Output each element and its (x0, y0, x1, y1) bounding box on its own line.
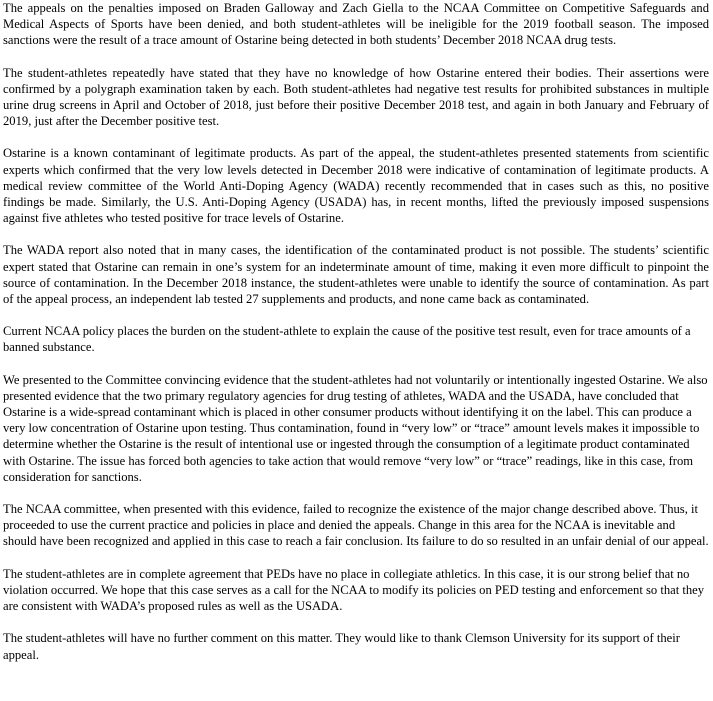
paragraph-appeal-denied: The appeals on the penalties imposed on Braden Galloway and Zach Giella to the NCAA Committee on Competitive Safeguards and Medical Aspects of Sports have been denied, and both student-athletes will be ineligible for the 2019 football season. The imposed sanctions were the result of a trace amount of Ostarine being detected in both students’ December 2018 NCAA drug tests. (3, 1, 709, 48)
paragraph-no-knowledge: The student-athletes repeatedly have stated that they have no knowledge of how Ostarine entered their bodies. Their assertions were confirmed by a polygraph examination taken by each. Both student-athletes had negative test results for prohibited substances in multiple urine drug screens in April and October of 2018, just before their positive December 2018 test, and again in both January and February of 2019, just after the December positive test. (3, 65, 709, 129)
paragraph-peds: The student-athletes are in complete agreement that PEDs have no place in collegiate athletics. In this case, it is our strong belief that no violation occurred. We hope that this case serves as a call for the NCAA to modify its policies on PED testing and enforcement so that they are consistent with WADA’s proposed rules as well as the USADA. (3, 566, 705, 614)
paragraph-wada-report: The WADA report also noted that in many cases, the identification of the contaminated product is not possible. The students’ scientific expert stated that Ostarine can remain in one’s system for an indeterminate amount of time, making it even more difficult to pinpoint the source of contamination. In the December 2018 instance, the student-athletes were unable to identify the source of contamination. As part of the appeal process, an independent lab tested 27 supplements and products, and none came back as contaminated. (3, 243, 709, 307)
paragraph-evidence: We presented to the Committee convincing evidence that the student-athletes had not voluntarily or intentionally ingested Ostarine. We also presented evidence that the two primary regulatory agencies for drug testing of athletes, WADA and the USADA, have concluded that Ostarine is a wide-spread contaminant which is placed in other consumer products without identifying it on the label. This can produce a very low concentration of Ostarine upon testing. Thus contamination, found in “very low” or “trace” amount levels makes it impossible to determine whether the Ostarine is the result of intentional use or ingested through the consumption of a legitimate product contaminated with Ostarine. The issue has forced both agencies to take action that would remove “very low” or “trace” readings, like in this case, from consideration for sanctions. (3, 372, 708, 484)
paragraph-ncaa-policy: Current NCAA policy places the burden on the student-athlete to explain the cause of the positive test result, even for trace amounts of a banned substance. (3, 324, 691, 355)
paragraph-contaminant: Ostarine is a known contaminant of legitimate products. As part of the appeal, the student-athletes presented statements from scientific experts which confirmed that the very low levels detected in December 2018 were indicative of contamination of legitimate products. A medical review committee of the World Anti-Doping Agency (WADA) recently recommended that in cases such as this, no positive findings be made. Similarly, the U.S. Anti-Doping Agency (USADA) has, in recent months, lifted the previously imposed suspensions against five athletes who tested positive for trace levels of Ostarine. (3, 146, 709, 226)
paragraph-committee-failure: The NCAA committee, when presented with this evidence, failed to recognize the existence of the major change described above. Thus, it proceeded to use the current practice and policies in place and denied the appeals. Change in this area for the NCAA is inevitable and should have been recognized and applied in this case to reach a fair conclusion. Its failure to do so resulted in an unfair denial of our appeal. (3, 502, 709, 549)
paragraph-closing: The student-athletes will have no further comment on this matter. They would like to thank Clemson University for its support of their appeal. (3, 631, 680, 662)
